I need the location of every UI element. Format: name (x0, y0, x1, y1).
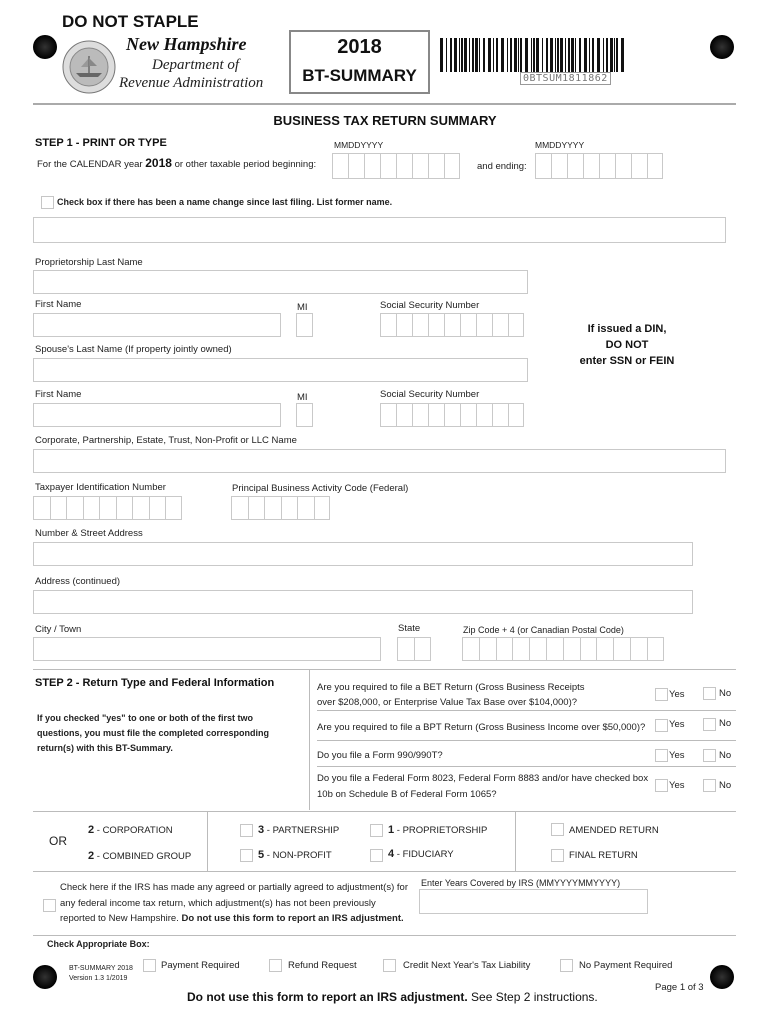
q1-line-1: Are you required to file a BET Return (Gross Business Receipts (317, 682, 585, 693)
barcode-bar (518, 38, 519, 72)
no-payment-required-checkbox[interactable] (560, 959, 573, 972)
or-label: OR (49, 834, 67, 848)
name-change-label: Check box if there has been a name change since last filing. List former name. (57, 197, 393, 207)
din-note-line-1: If issued a DIN, (587, 323, 667, 335)
registration-mark-icon (33, 965, 57, 989)
name-change-checkbox[interactable] (41, 196, 54, 209)
barcode-bar (472, 38, 474, 72)
form-year: 2018 (337, 36, 382, 58)
city-label: City / Town (35, 624, 82, 635)
barcode-bar (496, 38, 498, 72)
years-covered-label: Enter Years Covered by IRS (MMYYYYMMYYYY) (421, 878, 621, 888)
refund-request-label: Refund Request (288, 960, 357, 971)
no-payment-required-label: No Payment Required (579, 960, 673, 971)
spouse-mi-label: MI (297, 392, 308, 403)
return-type-bottom-border (33, 871, 736, 872)
barcode (438, 36, 624, 86)
ssn-input[interactable] (380, 313, 524, 337)
barcode-bar (454, 38, 457, 72)
state-name: New Hampshire (126, 34, 247, 54)
first-name-input[interactable] (33, 313, 281, 337)
q4-line-1: Do you file a Federal Form 8023, Federal Form 8883 and/or have checked box (317, 773, 649, 784)
first-name-label: First Name (35, 299, 82, 310)
proprietorship-last-name-input[interactable] (33, 270, 528, 294)
barcode-bar (536, 38, 539, 72)
q4-yes-label: Yes (669, 780, 685, 791)
irs-line-3: reported to New Hampshire. Do not use this form to report an IRS adjustment. (60, 913, 404, 924)
barcode-text: 0BTSUM1811862 (520, 72, 611, 85)
irs-line-2: any federal income tax return, which adjustment(s) has not been previously (60, 898, 376, 909)
irs-line-1: Check here if the IRS has made any agreed or partially agreed to adjustment(s) for (60, 882, 408, 893)
final-return-label: FINAL RETURN (569, 850, 638, 861)
q-divider (317, 740, 736, 741)
registration-mark-icon (710, 965, 734, 989)
barcode-bar (479, 38, 480, 72)
state-seal-icon (62, 40, 116, 94)
barcode-bar (469, 38, 470, 72)
q3-yes-label: Yes (669, 750, 685, 761)
activity-code-input[interactable] (231, 496, 330, 520)
q4-line-2: 10b on Schedule B of Federal Form 1065? (317, 789, 497, 800)
zip-label: Zip Code + 4 (or Canadian Postal Code) (463, 625, 624, 635)
barcode-bar (610, 38, 613, 72)
barcode-bar (542, 38, 543, 72)
zip-input[interactable] (462, 637, 664, 661)
step1-heading: STEP 1 - PRINT OR TYPE (35, 137, 167, 149)
proprietorship-last-name-label: Proprietorship Last Name (35, 257, 143, 268)
din-note-line-2: DO NOT (605, 339, 649, 351)
activity-code-label: Principal Business Activity Code (Federal) (232, 483, 409, 494)
barcode-bar (550, 38, 553, 72)
barcode-bar (446, 38, 447, 72)
barcode-bar (507, 38, 508, 72)
barcode-bar (488, 38, 491, 72)
barcode-bar (575, 38, 576, 72)
footer-warning: Do not use this form to report an IRS adjustment. See Step 2 instructions. (187, 990, 598, 1004)
barcode-bar (579, 38, 581, 72)
q1-no-label: No (719, 688, 732, 699)
q3-yes-checkbox[interactable] (655, 749, 668, 762)
barcode-bar (555, 38, 556, 72)
step2-divider (33, 669, 736, 670)
header-divider (33, 103, 736, 105)
q2-yes-label: Yes (669, 719, 685, 730)
q2-yes-checkbox[interactable] (655, 719, 668, 732)
fiduciary-checkbox[interactable] (370, 849, 383, 862)
barcode-bar (501, 38, 504, 72)
amended-return-label: AMENDED RETURN (569, 825, 659, 836)
city-input[interactable] (33, 637, 381, 661)
type-fiduciary[interactable]: 4 - FIDUCIARY (388, 848, 454, 860)
irs-adjustment-checkbox[interactable] (43, 899, 56, 912)
barcode-bar (606, 38, 608, 72)
barcode-bar (571, 38, 574, 72)
barcode-bar (525, 38, 528, 72)
barcode-bar (592, 38, 594, 72)
form-id-box (289, 30, 430, 94)
do-not-staple: DO NOT STAPLE (62, 12, 199, 31)
barcode-bar (603, 38, 604, 72)
type-non-profit[interactable]: 5 - NON-PROFIT (258, 849, 332, 861)
q1-yes-label: Yes (669, 689, 685, 700)
state-input[interactable] (397, 637, 431, 661)
barcode-bar (483, 38, 485, 72)
barcode-bar (475, 38, 478, 72)
credit-next-year-checkbox[interactable] (383, 959, 396, 972)
footer-divider (33, 935, 736, 936)
type-proprietorship[interactable]: 1 - PROPRIETORSHIP (388, 824, 488, 836)
step2-heading: STEP 2 - Return Type and Federal Information (35, 677, 275, 689)
q4-no-checkbox[interactable] (703, 779, 716, 792)
barcode-bar (440, 38, 443, 72)
date-format-end: MMDDYYYY (535, 140, 585, 150)
barcode-bar (493, 38, 494, 72)
mi-input[interactable] (296, 313, 313, 337)
barcode-bar (616, 38, 618, 72)
type-corporation[interactable]: 2 - CORPORATION (88, 824, 173, 836)
spouse-last-name-label: Spouse's Last Name (If property jointly owned) (35, 344, 232, 355)
barcode-bar (597, 38, 600, 72)
step2-note-line-1: If you checked "yes" to one or both of the first two (37, 713, 254, 723)
barcode-bar (459, 38, 460, 72)
amended-return-checkbox[interactable] (551, 823, 564, 836)
q3-no-label: No (719, 750, 732, 761)
spouse-last-name-input[interactable] (33, 358, 528, 382)
years-covered-input[interactable] (419, 889, 648, 914)
address-continued-input[interactable] (33, 590, 693, 614)
spouse-first-name-label: First Name (35, 389, 82, 400)
corporate-name-input[interactable] (33, 449, 726, 473)
mi-label: MI (297, 302, 308, 313)
refund-request-checkbox[interactable] (269, 959, 282, 972)
barcode-bar (568, 38, 570, 72)
barcode-bar (461, 38, 463, 72)
q2-no-checkbox[interactable] (703, 718, 716, 731)
partnership-checkbox[interactable] (240, 824, 253, 837)
din-note-line-3: enter SSN or FEIN (579, 355, 675, 367)
barcode-bar (520, 38, 522, 72)
step2-column-divider (309, 670, 310, 810)
tin-label: Taxpayer Identification Number (35, 482, 166, 493)
credit-next-year-label: Credit Next Year's Tax Liability (403, 960, 531, 971)
barcode-bar (565, 38, 566, 72)
department-line-2: Revenue Administration (119, 75, 264, 91)
return-type-divider (515, 811, 516, 871)
payment-required-label: Payment Required (161, 960, 240, 971)
corporate-name-label: Corporate, Partnership, Estate, Trust, Non-Profit or LLC Name (35, 435, 297, 446)
spouse-mi-input[interactable] (296, 403, 313, 427)
barcode-bar (514, 38, 517, 72)
form-name-footer: BT-SUMMARY 2018 (69, 965, 133, 972)
proprietorship-checkbox[interactable] (370, 824, 383, 837)
q1-yes-checkbox[interactable] (655, 688, 668, 701)
check-appropriate-box-label: Check Appropriate Box: (47, 939, 150, 949)
q1-line-2: over $208,000, or Enterprise Value Tax Base over $104,000)? (317, 697, 578, 708)
type-partnership[interactable]: 3 - PARTNERSHIP (258, 824, 340, 836)
and-ending-label: and ending: (477, 161, 527, 172)
department-line-1: Department of (152, 57, 240, 73)
calendar-year-label: For the CALENDAR year 2018 or other taxable period beginning: (37, 156, 317, 170)
q1-no-checkbox[interactable] (703, 687, 716, 700)
page-title: BUSINESS TAX RETURN SUMMARY (273, 113, 497, 128)
step2-note-line-3: return(s) with this BT-Summary. (37, 743, 173, 753)
state-label: State (398, 623, 421, 634)
barcode-bar (557, 38, 559, 72)
street-address-input[interactable] (33, 542, 693, 566)
barcode-bar (621, 38, 624, 72)
form-id: BT-SUMMARY (302, 66, 417, 85)
return-type-top-border (33, 811, 736, 812)
spouse-ssn-label: Social Security Number (380, 389, 480, 400)
q2-no-label: No (719, 718, 732, 729)
q4-no-label: No (719, 780, 732, 791)
registration-mark-icon (33, 35, 57, 59)
spouse-first-name-input[interactable] (33, 403, 281, 427)
date-format-start: MMDDYYYY (334, 140, 384, 150)
barcode-bar (546, 38, 548, 72)
form-version-footer: Version 1.3 1/2019 (69, 975, 128, 982)
q2-text: Are you required to file a BPT Return (Gross Business Income over $50,000)? (317, 722, 646, 733)
ssn-label: Social Security Number (380, 300, 480, 311)
spouse-ssn-input[interactable] (380, 403, 524, 427)
barcode-bar (560, 38, 563, 72)
barcode-bar (450, 38, 452, 72)
barcode-bar (510, 38, 512, 72)
barcode-bar (531, 38, 532, 72)
period-begin-input[interactable] (332, 153, 460, 179)
q3-no-checkbox[interactable] (703, 749, 716, 762)
period-end-input[interactable] (535, 153, 663, 179)
tin-input[interactable] (33, 496, 182, 520)
q3-text: Do you file a Form 990/990T? (317, 750, 443, 761)
barcode-bar (614, 38, 615, 72)
final-return-checkbox[interactable] (551, 849, 564, 862)
q-divider (317, 766, 736, 767)
non-profit-checkbox[interactable] (240, 849, 253, 862)
barcode-bar (589, 38, 590, 72)
return-type-divider (207, 811, 208, 871)
barcode-bar (584, 38, 587, 72)
type-combined-group[interactable]: 2 - COMBINED GROUP (88, 850, 192, 862)
street-address-label: Number & Street Address (35, 528, 143, 539)
address-continued-label: Address (continued) (35, 576, 121, 587)
page-number: Page 1 of 3 (655, 982, 704, 993)
barcode-bar (533, 38, 535, 72)
former-name-input[interactable] (33, 217, 726, 243)
barcode-bar (464, 38, 467, 72)
q-divider (317, 710, 736, 711)
registration-mark-icon (710, 35, 734, 59)
step2-note-line-2: questions, you must file the completed corresponding (37, 728, 270, 738)
q4-yes-checkbox[interactable] (655, 779, 668, 792)
payment-required-checkbox[interactable] (143, 959, 156, 972)
